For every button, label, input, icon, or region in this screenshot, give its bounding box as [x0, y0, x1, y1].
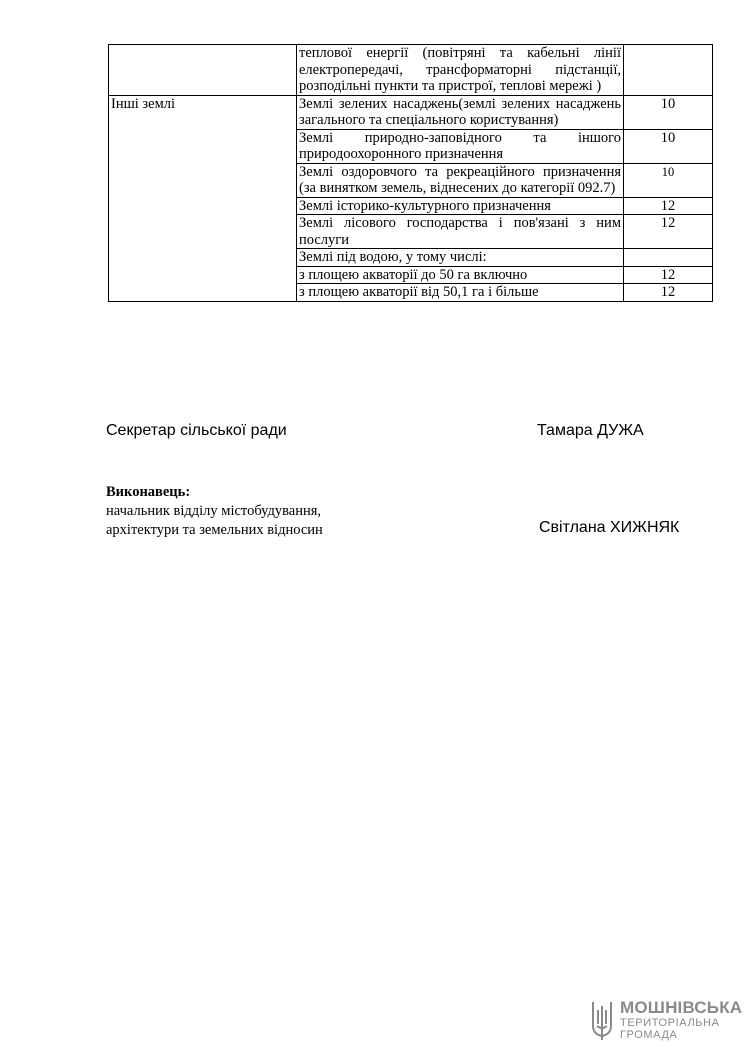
value-cell: 10: [624, 163, 713, 197]
category-cell: [109, 45, 297, 96]
description-cell: з площею акваторії до 50 га включно: [297, 266, 624, 284]
description-cell: теплової енергії (повітряні та кабельні лінії електропередачі, трансформаторні підстанції, розподільні пункти та пристрої, теплові мережі ): [297, 45, 624, 96]
value-cell: 10: [624, 95, 713, 129]
description-cell: з площею акваторії від 50,1 га і більше: [297, 284, 624, 302]
value-cell: [624, 249, 713, 267]
description-cell: Землі історико-культурного призначення: [297, 197, 624, 215]
description-cell: Землі під водою, у тому числі:: [297, 249, 624, 267]
community-logo: [590, 998, 743, 1044]
land-rates-table: [108, 44, 713, 302]
value-cell: 12: [624, 266, 713, 284]
value-cell: [624, 45, 713, 96]
description-cell: Землі оздоровчого та рекреаційного призначення (за винятком земель, віднесених до категорії 092.7): [297, 163, 624, 197]
description-cell: Землі лісового господарства і пов'язані з ним послуги: [297, 215, 624, 249]
logo-line3: ГРОМАДА: [620, 1029, 678, 1041]
description-cell: Землі природно-заповідного та іншого природоохоронного призначення: [297, 129, 624, 163]
trident-icon: [590, 1000, 614, 1042]
value-cell: 12: [624, 215, 713, 249]
executor-name: Світлана ХИЖНЯК: [539, 519, 680, 536]
value-cell: 10: [624, 129, 713, 163]
table-row: [109, 95, 713, 129]
logo-line1: МОШНІВСЬКА: [620, 998, 743, 1017]
logo-line2: ТЕРИТОРІАЛЬНА: [620, 1017, 720, 1029]
table-row: [109, 45, 713, 96]
value-cell: 12: [624, 284, 713, 302]
description-cell: Землі зелених насаджень(землі зелених насаджень загального та спеціального користування): [297, 95, 624, 129]
executor-position-line1: начальник відділу містобудування,: [106, 503, 322, 519]
secretary-name: Тамара ДУЖА: [537, 422, 644, 439]
executor-label: Виконавець:: [106, 484, 191, 500]
secretary-title: Секретар сільської ради: [106, 422, 287, 439]
executor-position-line2: архітектури та земельних відносин: [106, 522, 323, 538]
category-cell: Інші землі: [109, 95, 297, 301]
value-cell: 12: [624, 197, 713, 215]
